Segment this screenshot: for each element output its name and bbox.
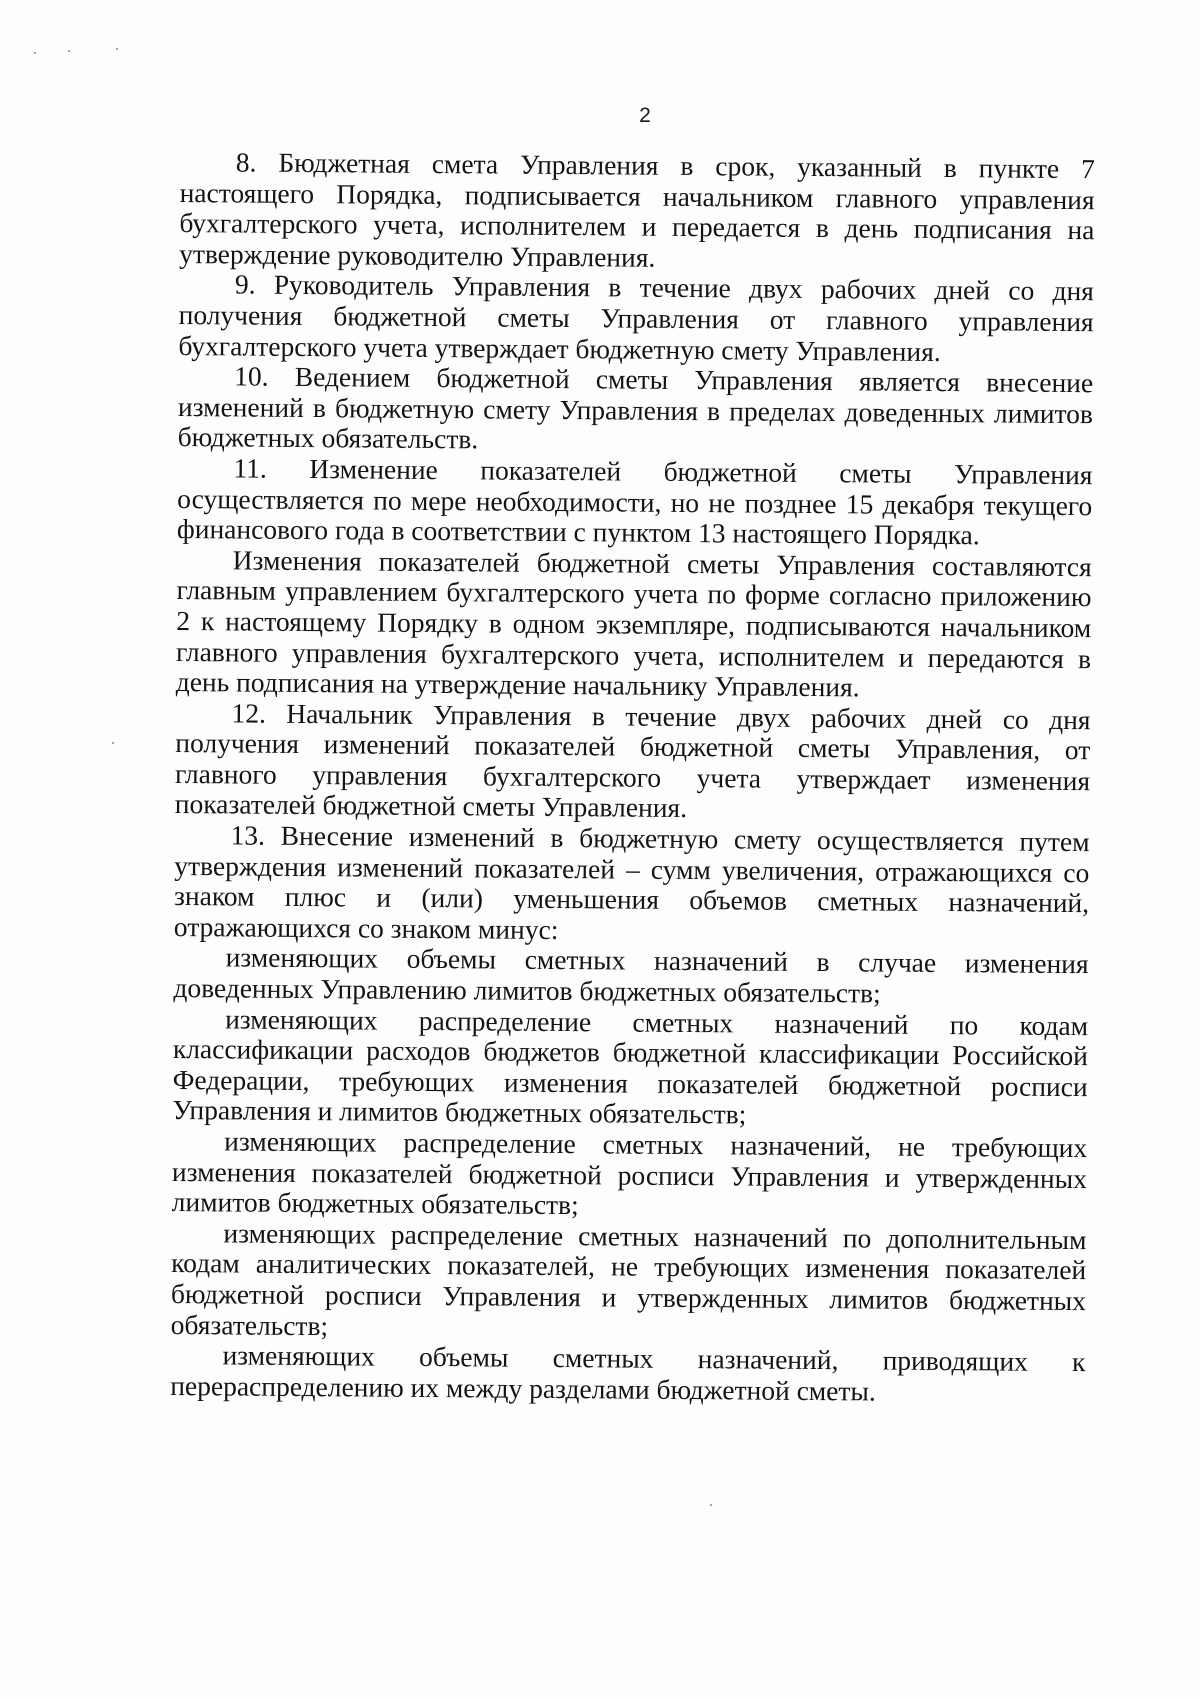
scan-speck [68, 50, 70, 52]
paragraph-9: 9. Руководитель Управления в течение двух рабочих дней со дня получения бюджетной сметы Управления от главного управления бухгалтерского учета утверждает бюджетную смету Управления. [178, 268, 1095, 367]
scan-speck [116, 48, 118, 50]
paragraph-13: 13. Внесение изменений в бюджетную смету осуществляется путем утверждения изменений показателей – сумм увеличения, отражающихся со знаком плюс и (или) уменьшения объемов сметных назначений, отражающихся со знаком минус: [173, 819, 1090, 945]
list-item-additional-codes: изменяющих распределение сметных назначений по дополнительным кодам аналитических показателей, не требующих изменения показателей бюджетной росписи Управления и утвержденных лимитов бюджетных обязательств; [170, 1217, 1087, 1341]
list-item-volumes-limits: изменяющих объемы сметных назначений в случае изменения доведенных Управлению лимитов бюджетных обязательств; [173, 941, 1089, 1009]
paragraph-8: 8. Бюджетная смета Управления в срок, указанный в пункте 7 настоящего Порядка, подписывается начальником главного управления бухгалтерского учета, исполнителем и передается в день подписания на утверждение руководителю Управления. [179, 146, 1095, 273]
list-item-redistribution: изменяющих объемы сметных назначений, приводящих к перераспределению их между разделами бюджетной сметы. [170, 1339, 1086, 1407]
document-body [170, 147, 1095, 1408]
scan-speck [112, 742, 114, 744]
page-number: 2 [639, 104, 651, 127]
list-item-distribution-classification: изменяющих распределение сметных назначений по кодам классификации расходов бюджетов бюджетной классификации Российской Федерации, требующих изменения показателей бюджетной росписи Управления и лимитов бюджетных обязательств; [172, 1003, 1089, 1130]
list-item-distribution-no-changes: изменяющих распределение сметных назначений, не требующих изменения показателей бюджетной росписи Управления и утвержденных лимитов бюджетных обязательств; [171, 1125, 1088, 1221]
paragraph-11-changes: Изменения показателей бюджетной сметы Управления составляются главным управлением бухгалтерского учета по форме согласно приложению 2 к настоящему Порядку в одном экземпляре, подписываются начальником главного управления бухгалтерского учета, исполнителем и передаются в день подписания на утверждение начальнику Управления. [175, 544, 1092, 703]
paragraph-11: 11. Изменение показателей бюджетной сметы Управления осуществляется по мере необходимости, но не позднее 15 декабря текущего финансового года в соответствии с пунктом 13 настоящего Порядка. [176, 452, 1093, 551]
scan-speck [34, 52, 36, 54]
paragraph-10: 10. Ведением бюджетной сметы Управления является внесение изменений в бюджетную смету Управления в пределах доведенных лимитов бюджетных обязательств. [177, 360, 1094, 455]
paragraph-12: 12. Начальник Управления в течение двух рабочих дней со дня получения изменений показателей бюджетной сметы Управления, от главного управления бухгалтерского учета утверждает изменения показателей бюджетной сметы Управления. [174, 697, 1091, 824]
scan-speck [710, 1504, 712, 1506]
